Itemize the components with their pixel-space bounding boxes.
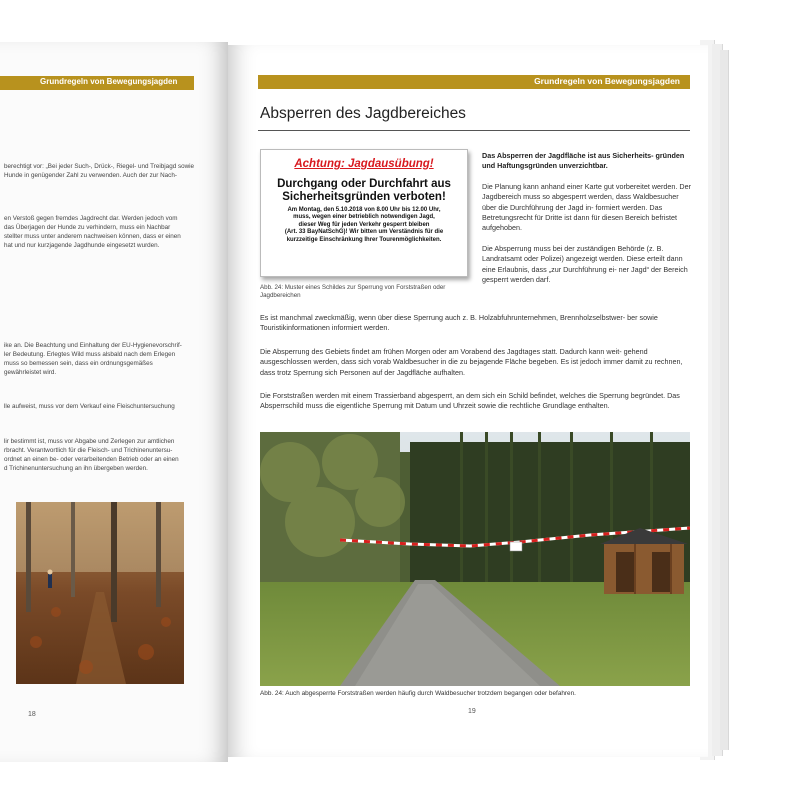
page-stack-edge (720, 50, 729, 750)
paragraph: Die Forststraßen werden mit einem Trassierband abgesperrt, an dem sich ein Schild befindet, welches die Sperrung begründet. Das Absperrschild muss die eigentliche Sperrung mit Datum und Uhrzeit sowie die rechtliche Grundlage enthalten. (260, 391, 680, 411)
sign-main-text (261, 178, 467, 204)
left-text-line: ordnet an einen be- oder verarbeitenden Betrieb oder an einen (4, 456, 179, 463)
right-page (228, 45, 708, 757)
sign-small-line: muss, wegen einer betrieblich notwendigen Jagd, (293, 214, 435, 221)
sign-small-line: dieser Weg für jeden Verkehr gesperrt bleiben (298, 221, 430, 228)
left-text-line: stellter muss unter anderem nachweisen können, dass er einen (4, 233, 181, 240)
sign-small-text (261, 207, 467, 244)
paragraph: Die Absperrung des Gebiets findet am frühen Morgen oder am Vorabend des Jagdtages statt. Dadurch kann weit- gehend ausgeschlossen werden, dass sich vorab Waldbesucher in die zu bejagende Fläche begeben. Es ist jedoch immer damit zu rechnen, dass trotz Sperrung sich Personen auf der Jagdfläche aufhalten. (260, 347, 683, 377)
left-page-header (0, 76, 194, 90)
left-text-line: muss so bemessen sein, dass ein ordnungsgemäßes (4, 360, 153, 367)
left-page (0, 42, 228, 762)
right-page-number: 19 (468, 708, 476, 715)
left-header-text: Grundregeln von Bewegungsjagden (40, 77, 178, 86)
right-column-text (482, 151, 692, 295)
lead-paragraph: Das Absperren der Jagdfläche ist aus Sicherheits- gründen und Haftungsgründen unverzichtbar. (482, 151, 685, 171)
sign-main-line: Sicherheitsgründen verboten! (282, 191, 446, 203)
sign-main-line: Durchgang oder Durchfahrt aus (277, 178, 451, 190)
sign-warning: Achtung: Jagdausübung! (294, 158, 434, 170)
forest-path-photo (16, 502, 184, 684)
left-text-line: en Verstoß gegen fremdes Jagdrecht dar. Werden jedoch vom (4, 215, 178, 222)
left-text-line: lle aufweist, muss vor dem Verkauf eine Fleischuntersuchung (4, 403, 175, 410)
sign-small-line: (Art. 33 BayNatSchG)! Wir bitten um Verständnis für die (284, 229, 444, 236)
sign-small-line: Am Montag, den 5.10.2018 von 8.00 Uhr bis 12.00 Uhr, (287, 207, 441, 213)
left-text-line: Hunde in genügender Zahl zu verwenden. Auch der zur Nach- (4, 172, 177, 179)
warning-sign (260, 149, 468, 277)
section-title: Absperren des Jagdbereiches (260, 105, 466, 122)
title-rule (258, 130, 690, 131)
right-page-header (258, 75, 690, 89)
paragraph: Die Planung kann anhand einer Karte gut vorbereitet werden. Der Jagdbereich muss so abgesperrt werden, dass Waldbesucher über die Durchführung der Jagd in- formiert werden. Das Betretungsrecht für Dritte ist dann für diesen Bereich befristet aufgehoben. (482, 181, 691, 233)
left-text-line: berechtigt vor: „Bei jeder Such-, Drück-, Riegel- und Treibjagd sowie (4, 163, 194, 170)
left-text-line: d Trichinenuntersuchung an ihn übergeben werden. (4, 465, 148, 472)
sign-small-line: kurzzeitige Einschränkung Ihrer Tourenmöglichkeiten. (286, 236, 442, 243)
left-text-line: das Überjagen der Hunde zu verhindern, muss ein Nachbar (4, 224, 171, 231)
left-text-line: rbracht. Verantwortlich für die Fleisch- und Trichinenuntersu- (4, 447, 173, 454)
right-header-text: Grundregeln von Bewegungsjagden (534, 76, 680, 86)
left-text-line: ler Bedeutung. Erlegtes Wild muss alsbald nach dem Erlegen (4, 351, 176, 358)
forest-road-photo (260, 432, 690, 686)
sign-caption: Abb. 24: Muster eines Schildes zur Sperrung von Forststraßen oder Jagdbereichen (260, 284, 446, 299)
left-text-line: ike an. Die Beachtung und Einhaltung der EU-Hygienevorschrif- (4, 342, 182, 349)
left-text-line: gewährleistet wird. (4, 369, 57, 376)
paragraph: Es ist manchmal zweckmäßig, wenn über diese Sperrung auch z. B. Holzabfuhrunternehmen, Brennholzselbstwer- ber sowie Touristikinformationen informiert werden. (260, 313, 658, 333)
paragraph: Die Absperrung muss bei der zuständigen Behörde (z. B. Landratsamt oder Polizei) angezeigt werden. Diese erteilt dann eine Erlaubnis, dass „zur Durchführung ei- ner Jagd“ der Bereich gesperrt werden darf. (482, 243, 688, 285)
left-text-line: hat und nur kurzjagende Jagdhunde eingesetzt wurden. (4, 242, 160, 249)
left-text-line: lir bestimmt ist, muss vor Abgabe und Zerlegen zur amtlichen (4, 438, 175, 445)
left-page-number: 18 (28, 711, 36, 718)
photo-caption: Abb. 24: Auch abgesperrte Forststraßen werden häufig durch Waldbesucher trotzdem begangen oder befahren. (260, 690, 576, 697)
